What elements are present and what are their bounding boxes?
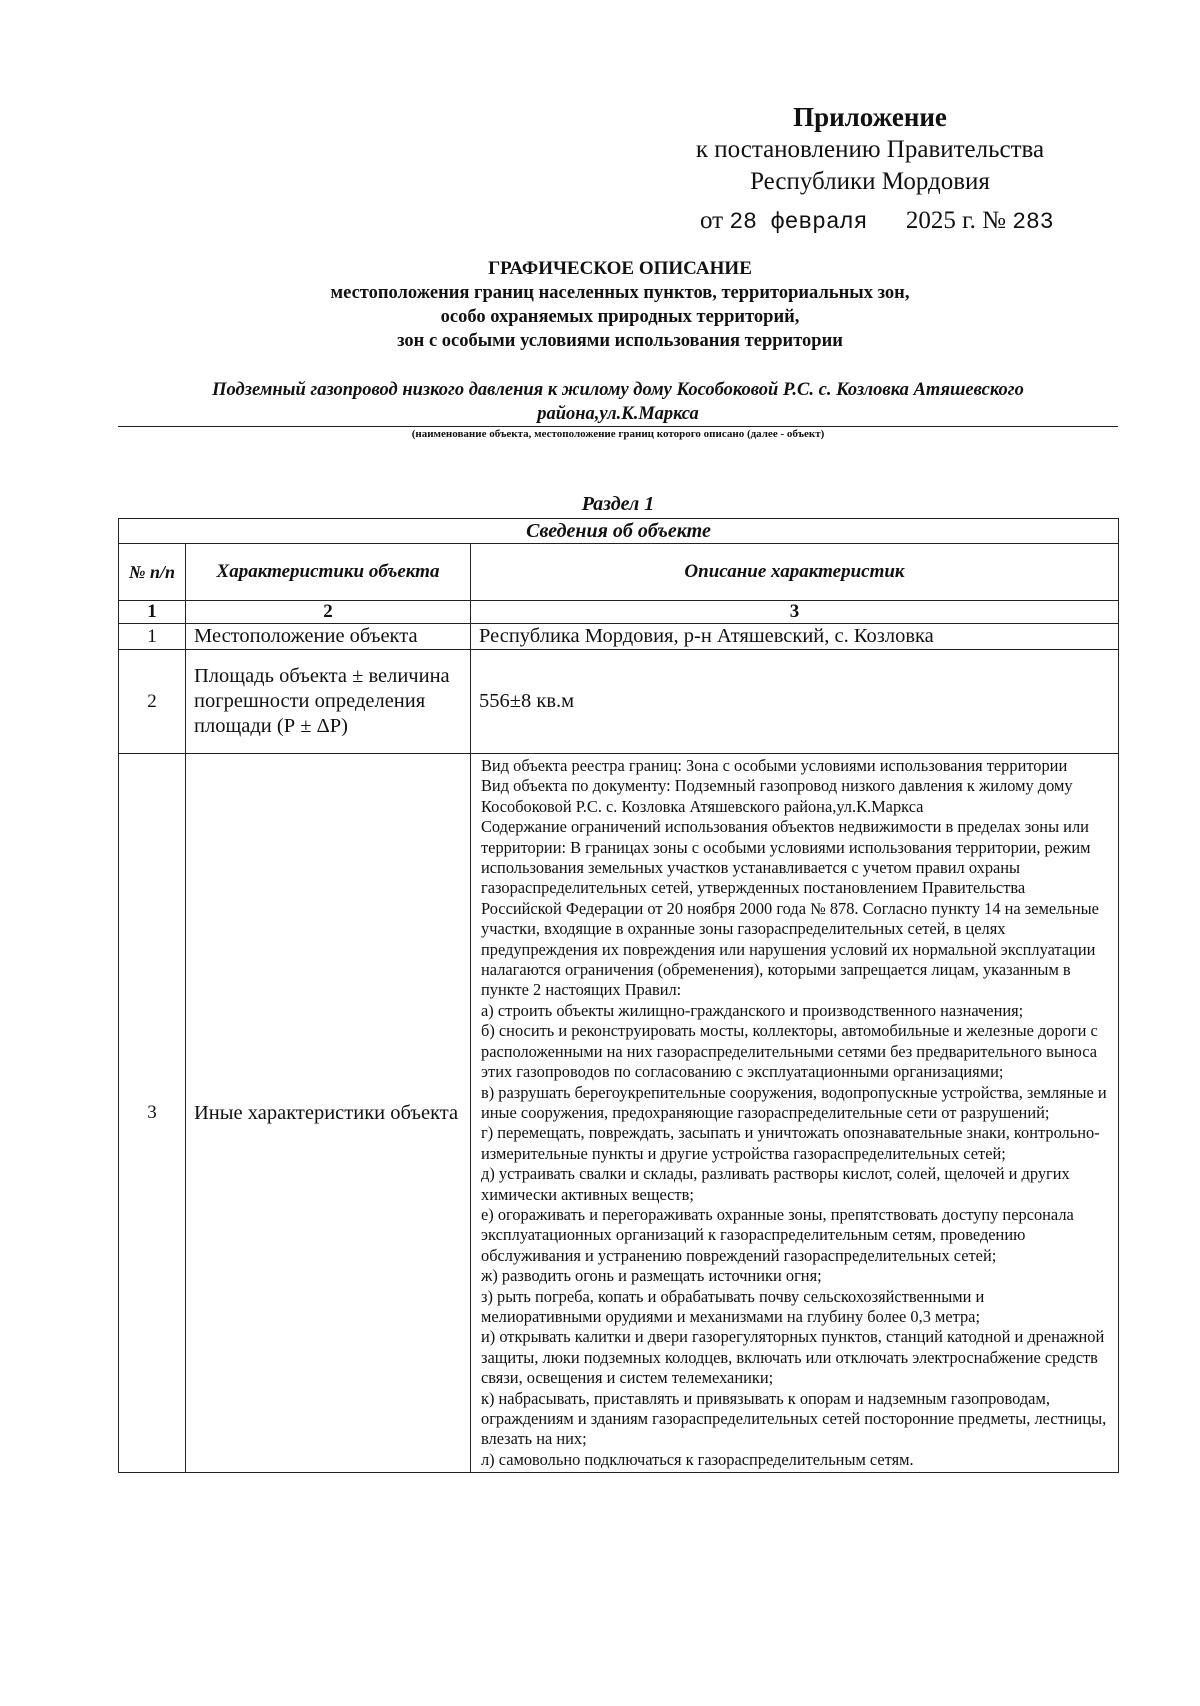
description-line: к) набрасывать, приставлять и привязывать к опорам и надземным газопроводам, ограждениям и зданиям газораспределительных сетей посторонние предметы, лестницы, влезать на них;: [481, 1388, 1107, 1449]
object-name: [118, 378, 1118, 426]
description-line: л) самовольно подключаться к газораспределительным сетям.: [481, 1449, 914, 1469]
row-number: 2: [119, 650, 186, 754]
order-number: 283: [1012, 209, 1054, 235]
description-line: Содержание ограничений использования объектов недвижимости в пределах зоны или территории: В границах зоны с особыми условиями использования территории, режим использования земельных участков устанавливается с учетом правил охраны газораспределительных сетей, утвержденных постановлением Правительства Российской Федерации от 20 ноября 2000 года № 878. Согласно пункту 14 на земельные участки, входящие в охранные зоны газораспределительных сетей, в целях предупреждения их повреждения или нарушения условий их нормальной эксплуатации налагаются ограничения (обременения), которыми запрещается лицам, указанным в пункте 2 настоящих Правил:: [481, 817, 1099, 1000]
row-number: 3: [119, 754, 186, 1473]
document-title-line: зон с особыми условиями использования территории: [397, 331, 843, 351]
object-name-underline: [118, 426, 1118, 427]
description-line: Вид объекта реестра границ: Зона с особыми условиями использования территории: [481, 756, 1068, 775]
date-prefix: от: [700, 207, 724, 234]
table-caption: Сведения об объекте: [119, 519, 1119, 544]
row-characteristic: Местоположение объекта: [186, 624, 471, 650]
description-line: г) перемещать, повреждать, засыпать и уничтожать опознавательные знаки, контрольно-измерительные пункты и другие устройства газораспределительных сетей;: [481, 1123, 1100, 1163]
header-description: Описание характеристик: [471, 544, 1119, 601]
appendix-header: [640, 100, 1100, 198]
document-title-line: местоположения границ населенных пунктов, территориальных зон,: [330, 283, 910, 303]
table-row: [119, 650, 1119, 754]
header-characteristic: Характеристики объекта: [186, 544, 471, 601]
object-name-line-2: района,ул.К.Маркса: [537, 404, 699, 424]
row-description: [471, 754, 1119, 1473]
appendix-title: Приложение: [793, 102, 947, 132]
table-row: [119, 624, 1119, 650]
description-line: з) рыть погреба, копать и обрабатывать почву сельскохозяйственными и мелиоративными орудиями и механизмами на глубину более 0,3 метра;: [481, 1286, 985, 1326]
description-line: в) разрушать берегоукрепительные сооружения, водопропускные устройства, земляные и иные сооружения, предохраняющие газораспределительные сети от разрушений;: [481, 1082, 1107, 1122]
row-value: Республика Мордовия, р-н Атяшевский, с. Козловка: [471, 624, 1119, 650]
header-number: № п/п: [119, 544, 186, 601]
description-line: ж) разводить огонь и размещать источники огня;: [481, 1266, 822, 1286]
row-characteristic: Иные характеристики объекта: [186, 754, 471, 1473]
date-day-month: 28 февраля: [729, 209, 868, 235]
description-line: а) строить объекты жилищно-гражданского и производственного назначения;: [481, 1000, 1024, 1020]
order-date-line: [700, 205, 1054, 238]
column-index: 2: [186, 601, 471, 624]
document-title: [150, 257, 1090, 353]
document-title-main: ГРАФИЧЕСКОЕ ОПИСАНИЕ: [488, 258, 752, 279]
column-index: 1: [119, 601, 186, 624]
description-line: б) сносить и реконструировать мосты, коллекторы, автомобильные и железные дороги с расположенными на них газораспределительными сетями без предварительного выноса этих газопроводов по согласованию с эксплуатационными организациями;: [481, 1021, 1098, 1082]
object-name-line-1: Подземный газопровод низкого давления к жилому дому Кособоковой Р.С. с. Козловка Атяшевского: [212, 380, 1024, 400]
description-line: е) огораживать и перегораживать охранные зоны, препятствовать доступу персонала эксплуатационных организаций к газораспределительным сетям, проведению обслуживания и устранению повреждений газораспределительных сетей;: [481, 1204, 1074, 1265]
date-year: 2025 г. №: [905, 207, 1006, 234]
table-row: [119, 754, 1119, 1473]
description-line: д) устраивать свалки и склады, разливать растворы кислот, солей, щелочей и других химически активных веществ;: [481, 1164, 1070, 1204]
object-name-caption: (наименование объекта, местоположение границ которого описано (далее - объект): [411, 428, 825, 440]
section-label: Раздел 1: [581, 493, 655, 515]
row-value: 556±8 кв.м: [471, 650, 1119, 754]
row-characteristic: Площадь объекта ± величина погрешности определения площади (Р ± ΔР): [186, 650, 471, 754]
description-line: и) открывать калитки и двери газорегуляторных пунктов, станций катодной и дренажной защиты, люки подземных колодцев, включать или отключать электроснабжение средств связи, освещения и систем телемеханики;: [481, 1327, 1105, 1388]
appendix-line-1: к постановлению Правительства: [695, 136, 1045, 163]
row-number: 1: [119, 624, 186, 650]
column-index: 3: [471, 601, 1119, 624]
appendix-line-2: Республики Мордовия: [750, 168, 990, 195]
description-line: Вид объекта по документу: Подземный газопровод низкого давления к жилому дому Кособоковой Р.С. с. Козловка Атяшевского района,ул.К.Маркса: [481, 776, 1073, 816]
object-info-table: [118, 518, 1119, 1473]
document-title-line: особо охраняемых природных территорий,: [440, 307, 800, 327]
